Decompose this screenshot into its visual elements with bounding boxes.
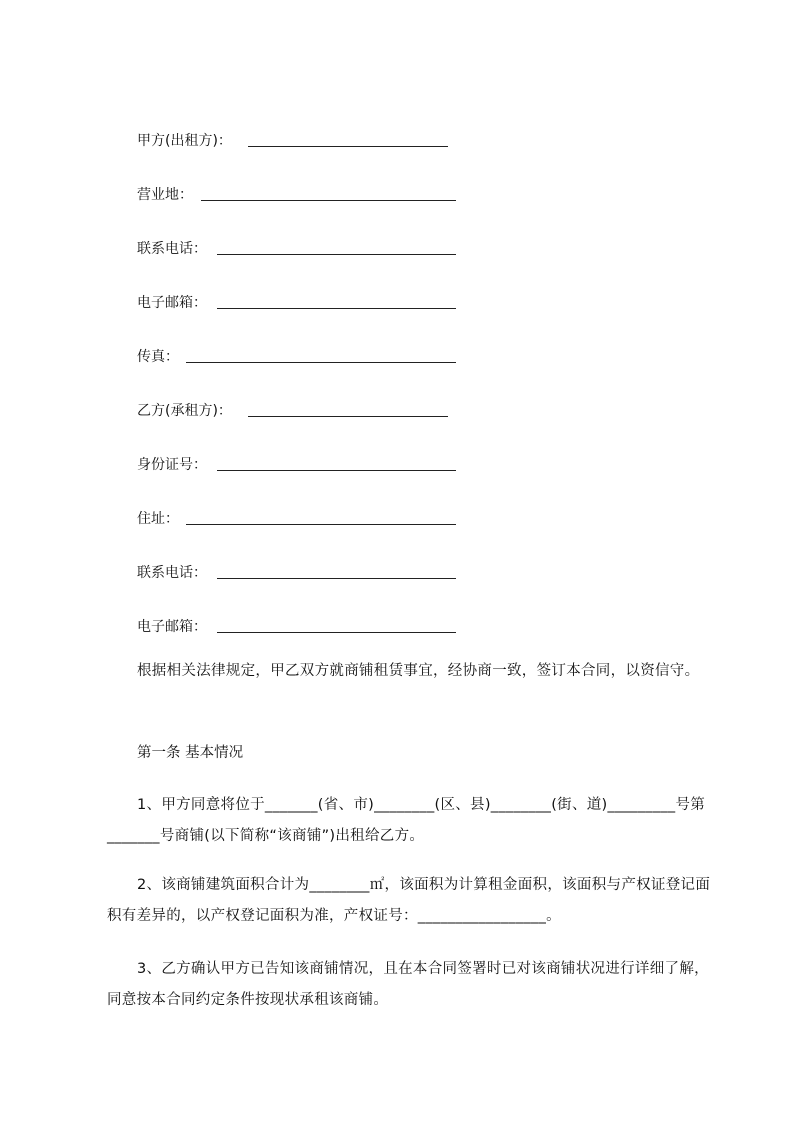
preamble-paragraph: 根据相关法律规定，甲乙双方就商铺租赁事宜，经协商一致，签订本合同，以资信守。	[137, 663, 700, 679]
party-b-id-blank[interactable]	[217, 470, 456, 471]
party-b-id-label: 身份证号：	[137, 457, 207, 473]
party-a-phone-label: 联系电话：	[137, 241, 207, 257]
party-a-fax-blank[interactable]	[186, 362, 456, 363]
party-a-email-blank[interactable]	[217, 308, 456, 309]
party-b-email-blank[interactable]	[217, 632, 456, 633]
party-b-address-field	[137, 509, 179, 529]
party-a-fax-label: 传真：	[137, 349, 179, 365]
party-b-phone-blank[interactable]	[217, 578, 456, 579]
party-b-address-label: 住址：	[137, 511, 179, 527]
article-1-clause-3: 3、乙方确认甲方已告知该商铺情况，且在本合同签署时已对该商铺状况进行详细了解，同意按本合同约定条件按现状承租该商铺。	[107, 961, 709, 1008]
party-a-business-address-blank[interactable]	[201, 200, 456, 201]
party-a-phone-blank[interactable]	[217, 254, 456, 255]
article-1-clause-2: 2、该商铺建筑面积合计为________㎡，该面积为计算租金面积，该面积与产权证登记面积有差异的，以产权登记面积为准，产权证号：_________________。	[107, 877, 711, 924]
article-1-clause-1: 1、甲方同意将位于_______(省、市)________(区、县)________(街、道)_________号第_______号商铺(以下简称“该商铺”)出租给乙方。	[107, 797, 706, 844]
party-b-id-field	[137, 455, 207, 475]
party-a-phone-field	[137, 239, 207, 259]
party-b-email-label: 电子邮箱：	[137, 619, 207, 635]
party-b-phone-field	[137, 563, 207, 583]
party-b-name-label: 乙方(承租方)：	[137, 403, 232, 419]
party-a-name-blank[interactable]	[248, 146, 448, 147]
article-1-heading: 第一条 基本情况	[137, 745, 244, 761]
party-b-address-blank[interactable]	[186, 524, 456, 525]
party-a-email-field	[137, 293, 207, 313]
party-b-name-field	[137, 401, 232, 421]
party-a-name-label: 甲方(出租方)：	[137, 133, 232, 149]
party-b-email-field	[137, 617, 207, 637]
party-a-fax-field	[137, 347, 179, 367]
party-a-name-field	[137, 131, 232, 151]
party-a-business-address-field	[137, 185, 193, 205]
party-a-business-address-label: 营业地：	[137, 187, 193, 203]
party-b-name-blank[interactable]	[248, 416, 448, 417]
party-a-email-label: 电子邮箱：	[137, 295, 207, 311]
party-b-phone-label: 联系电话：	[137, 565, 207, 581]
